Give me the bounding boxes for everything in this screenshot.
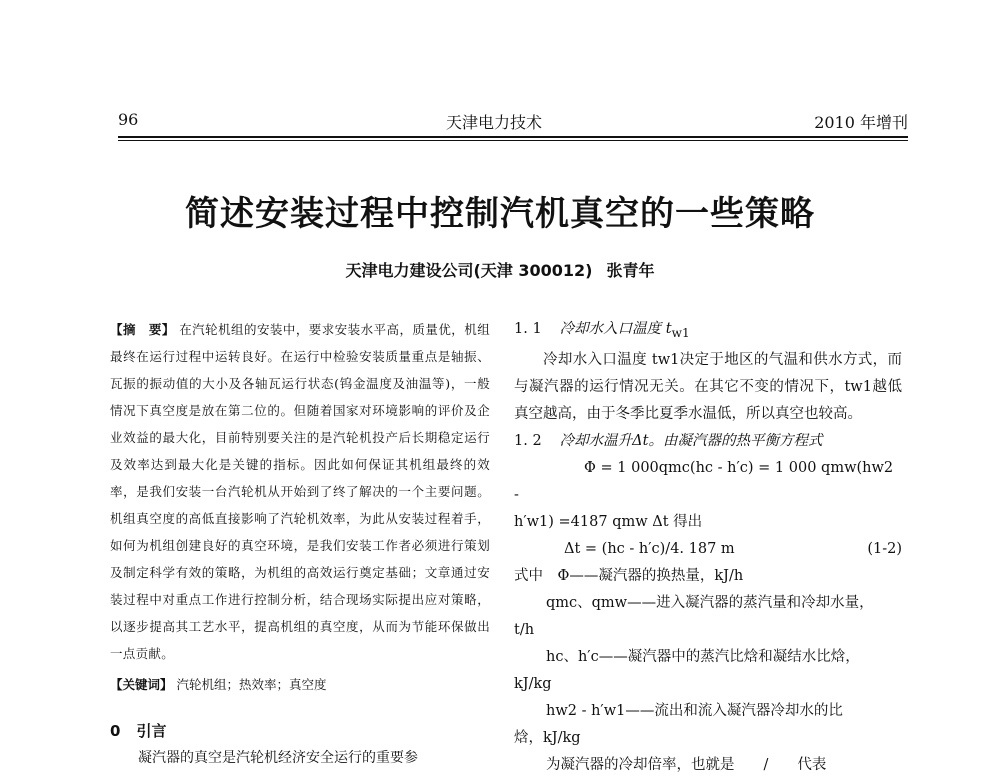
byline: [0, 258, 1000, 281]
definition-phi: 式中 Φ——凝汽器的换热量，kJ/h: [514, 567, 744, 584]
subsection-title: 冷却水温升Δt。由凝汽器的热平衡方程式: [559, 432, 823, 449]
definition-enthalpy: hc、h′c——凝汽器中的蒸汽比焓和凝结水比焓，: [546, 648, 860, 665]
paragraph-inlet-temperature: 冷却水入口温度 tw1决定于地区的气温和供水方式，而与凝汽器的运行情况无关。在其它不变的情况下，tw1越低真空越高，由于冬季比夏季水温低，所以真空也较高。: [514, 351, 902, 422]
definition-flow: qmc、qmw——进入凝汽器的蒸汽量和冷却水量，: [546, 594, 874, 611]
subsection-title: 冷却水入口温度 t: [559, 321, 672, 337]
paragraph-cut-off: 为凝汽器的冷却倍率，也就是 / 代表: [546, 756, 827, 773]
keywords-label: 【关键词】: [110, 677, 173, 692]
header-rule-thick: [118, 136, 908, 138]
section-number: 0: [110, 722, 121, 740]
journal-name: 天津电力技术: [446, 113, 543, 132]
affiliation: 天津电力建设公司(天津 300012): [345, 261, 593, 280]
definition-enthalpy-unit: kJ/kg: [514, 675, 552, 692]
equation-heat-balance: Φ = 1 000qmc(hc - h′c) = 1 000 qmw(hw2 -: [514, 459, 894, 503]
keywords: [110, 671, 490, 698]
abstract-label: 【摘 要】: [110, 322, 175, 337]
author: 张青年: [606, 261, 655, 280]
definition-cooling-water: hw2 - h′w1——流出和流入凝汽器冷却水的比: [546, 702, 843, 719]
issue-label: 2010 年增刊: [814, 113, 908, 132]
definition-flow-unit: t/h: [514, 621, 535, 638]
equation-heat-balance-cont: h′w1) =4187 qmw Δt 得出: [514, 513, 703, 530]
definition-cooling-water-unit: 焓，kJ/kg: [514, 729, 581, 746]
intro-paragraph: 凝汽器的真空是汽轮机经济安全运行的重要参: [138, 750, 418, 766]
left-column: [110, 316, 490, 769]
subsection-1-1-heading: [514, 316, 902, 347]
subscript: w1: [671, 325, 690, 340]
right-column: [514, 316, 902, 779]
running-header: [118, 110, 908, 134]
subsection-number: 1. 2: [514, 432, 542, 449]
subsection-1-2-heading: [514, 428, 902, 455]
article-title: 简述安装过程中控制汽机真空的一些策略: [185, 194, 815, 234]
section-heading-intro: [110, 720, 490, 741]
section-title: 引言: [136, 722, 167, 740]
equation-body: Δt = (hc - h′c)/4. 187 m: [564, 540, 735, 557]
subsection-number: 1. 1: [514, 321, 542, 337]
keywords-text: 汽轮机组；热效率；真空度: [176, 677, 327, 692]
abstract-text: 在汽轮机组的安装中，要求安装水平高，质量优，机组最终在运行过程中运转良好。在运行中检验安装质量重点是轴振、瓦振的振动值的大小及各轴瓦运行状态(钨金温度及油温等)，一般情况下真空度是放在第二位的。但随着国家对环境影响的评价及企业效益的最大化，目前特别要关注的是汽轮机投产后长期稳定运行及效率达到最大化是关键的指标。因此如何保证其机组最终的效率，是我们安装一台汽轮机从开始到了终了解决的一个主要问题。机组真空度的高低直接影响了汽轮机效率，为此从安装过程着手，如何为机组创建良好的真空环境，是我们安装工作者必须进行策划及制定科学有效的策略，为机组的高效运行奠定基础；文章通过安装过程中对重点工作进行控制分析，结合现场实际提出应对策略，以逐步提高其工艺水平，提高机组的真空度，从而为节能环保做出一点贡献。: [110, 322, 490, 661]
header-rule-thin: [118, 140, 908, 141]
equation-1-2: [514, 536, 902, 563]
abstract: [110, 316, 490, 667]
equation-number: (1-2): [867, 540, 902, 557]
page-number: 96: [118, 110, 139, 129]
